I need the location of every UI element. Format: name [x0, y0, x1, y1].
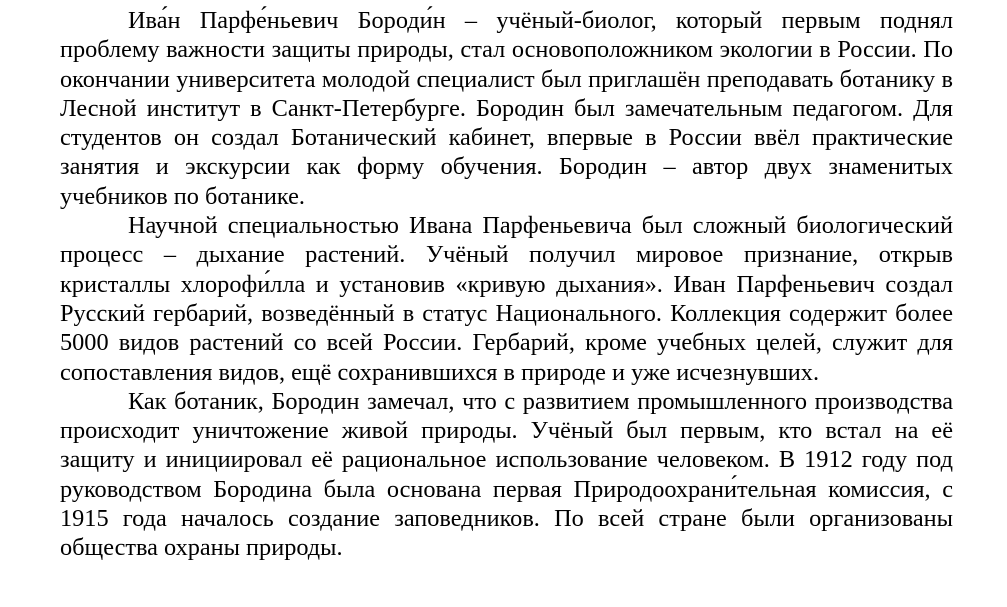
paragraph-1: Ива́н Парфе́ньевич Бороди́н – учёный-биолог, который первым поднял проблему важности защиты природы, стал основоположником экологии в России. По окончании университета молодой специалист был приглашён преподавать ботанику в Лесной институт в Санкт-Петербурге. Бородин был замечательным педагогом. Для студентов он создал Ботанический кабинет, впервые в России ввёл практические занятия и экскурсии как форму обучения. Бородин – автор двух знаменитых учебников по ботанике. — [60, 7, 953, 210]
document-text — [60, 6, 953, 563]
paragraph-2: Научной специальностью Ивана Парфеньевича был сложный биологический процесс – дыхание растений. Учёный получил мировое признание, открыв кристаллы хлорофи́лла и установив «кривую дыхания». Иван Парфеньевич создал Русский гербарий, возведённый в статус Национального. Коллекция содержит более 5000 видов растений со всей России. Гербарий, кроме учебных целей, служит для сопоставления видов, ещё сохранившихся в природе и уже исчезнувших. — [60, 212, 953, 386]
paragraph-3: Как ботаник, Бородин замечал, что с развитием промышленного производства происходит уничтожение живой природы. Учёный был первым, кто встал на её защиту и инициировал её рациональное использование человеком. В 1912 году под руководством Бородина была основана первая Природоохрани́тельная комиссия, с 1915 года началось создание заповедников. По всей стране были организованы общества охраны природы. — [60, 387, 953, 562]
